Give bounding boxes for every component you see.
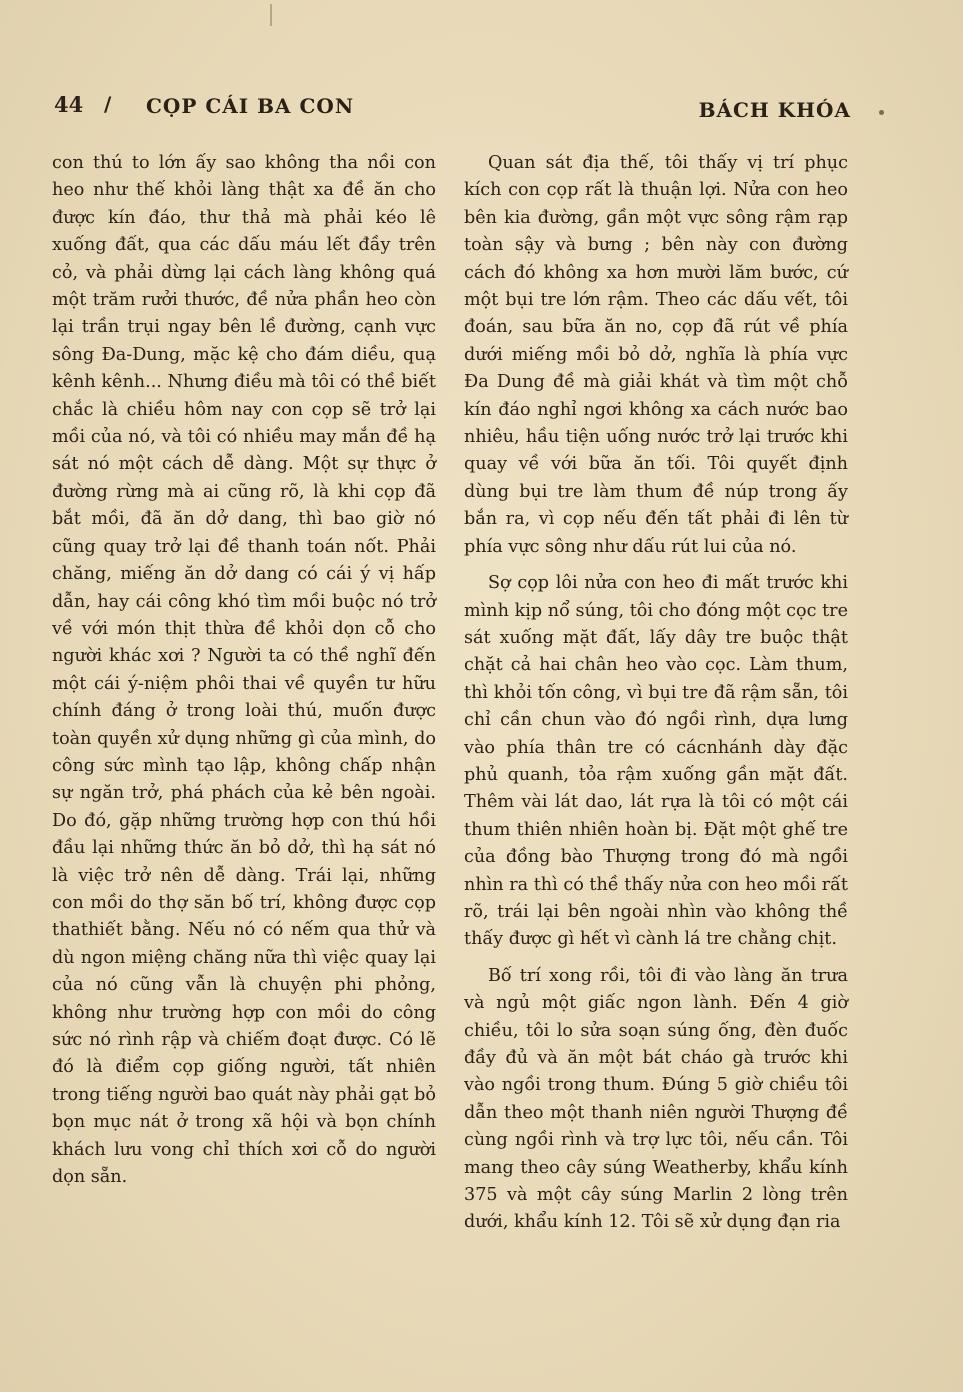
paragraph: Bố trí xong rồi, tôi đi vào làng ăn trưa và ngủ một giấc ngon lành. Đến 4 giờ chiều, tôi lo sửa soạn súng ống, đèn đuốc đầy đủ và ăn một bát cháo gà trước khi vào ngồi trong thum. Đúng 5 giờ chiều tôi dẫn theo một thanh niên người Thượng đề cùng ngồi rình và trợ lực tôi, nếu cần. Tôi mang theo cây súng Weatherby, khẩu kính 375 và một cây súng Marlin 2 lòng trên dưới, khẩu kính 12. Tôi sẽ xử dụng đạn ria — [464, 965, 848, 1233]
scan-mark — [270, 4, 272, 26]
paragraph: Sợ cọp lôi nửa con heo đi mất trước khi mình kịp nổ súng, tôi cho đóng một cọc tre sát xuống mặt đất, lấy dây tre buộc thật chặt cả hai chân heo vào cọc. Làm thum, thì khỏi tốn công, vì bụi tre đã rậm sẵn, tôi chỉ cần chun vào đó ngồi rình, dựa lưng vào phía thân tre có cácnhánh dày đặc phủ quanh, tỏa rậm xuống gần mặt đất. Thêm vài lát dao, lát rựa là tôi có một cái thum thiên nhiên hoàn bị. Đặt một ghế tre của đồng bào Thượng trong đó mà ngồi nhìn ra thì có thề thấy nửa con heo mồi rất rõ, trái lại bên ngoài nhìn vào không thề thấy được gì hết vì cành lá tre chằng chịt. — [464, 573, 848, 950]
paragraph: Quan sát địa thế, tôi thấy vị trí phục kích con cọp rất là thuận lợi. Nửa con heo bên kia đường, gần một vực sông rậm rạp toàn sậy và bưng ; bên này con đường cách đó không xa hơn mười lăm bước, cứ một bụi tre lớn rậm. Theo các dấu vết, tôi đoán, sau bữa ăn no, cọp đã rút về phía dưới miếng mồi bỏ dở, nghĩa là phía vực Đa Dung đề mà giải khát và tìm một chỗ kín đáo nghỉ ngơi không xa cách nước bao nhiêu, hầu tiện uống nước trở lại trước khi quay về với bữa ăn tối. Tôi quyết định dùng bụi tre làm thum đề núp trong ấy bắn ra, vì cọp nếu đến tất phải đi lên từ phía vực sông như dấu rút lui của nó. — [464, 153, 848, 557]
left-column-text: con thú to lớn ấy sao không tha nồi con heo như thế khỏi làng thật xa đề ăn cho được kín đáo, thư thả mà phải kéo lê xuống đất, qua các dấu máu lết đầy trên cỏ, và phải dừng lại cách làng không quá một trăm rưởi thước, đề nửa phần heo còn lại trần trụi ngay bên lề đường, cạnh vực sông Đa-Dung, mặc kệ cho đám diều, quạ kênh kênh... Nhưng điều mà tôi có thề biết chắc là chiều hôm nay con cọp sẽ trở lại mồi của nó, và tôi có nhiều may mắn đề hạ sát nó một cách dễ dàng. Một sự thực ở đường rừng mà ai cũng rõ, là khi cọp đã bắt mồi, đã ăn dở dang, thì bao giờ nó cũng quay trở lại đề thanh toán nốt. Phải chăng, miếng ăn dở dang có cái ý vị hấp dẫn, hay cái công khó tìm mồi buộc nó trở về với món thịt thừa đề khỏi dọn cỗ cho người khác xơi ? Người ta có thề nghĩ đến một cái ý-niệm phôi thai về quyền tư hữu chính đáng ở trong loài thú, muốn được toàn quyền xử dụng những gì của mình, do công sức mình tạo lập, không chấp nhận sự ngăn trở, phá phách của kẻ bên ngoài. Do đó, gặp những trường hợp con thú hồi đầu lại những thức ăn bỏ dở, thì hạ sát nó là việc trở nên dễ dàng. Trái lại, những con mồi do thợ săn bố trí, không được cọp thathiết bằng. Nếu nó có nếm qua thử và dù ngon miệng chăng nữa thì việc quay lại của nó cũng vẫn là chuyện phi phỏng, không như trường hợp con mồi do công sức nó rình rập và chiếm đoạt được. Có lẽ đó là điểm cọp giống người, tất nhiên trong tiếng người bao quát này phải gạt bỏ bọn mục nát ở trong xã hội và bọn chính khách lưu vong chỉ thích xơi cỗ do người dọn sẵn. — [52, 153, 436, 1188]
article-title: CỌP CÁI BA CON — [146, 94, 355, 118]
left-column — [52, 150, 436, 1191]
magazine-name: BÁCH KHÓA — [698, 98, 851, 122]
header-separator: / — [104, 92, 112, 116]
running-header — [54, 92, 851, 126]
page-number: 44 — [54, 92, 84, 117]
ink-dot — [879, 110, 884, 115]
right-column — [464, 150, 848, 1237]
